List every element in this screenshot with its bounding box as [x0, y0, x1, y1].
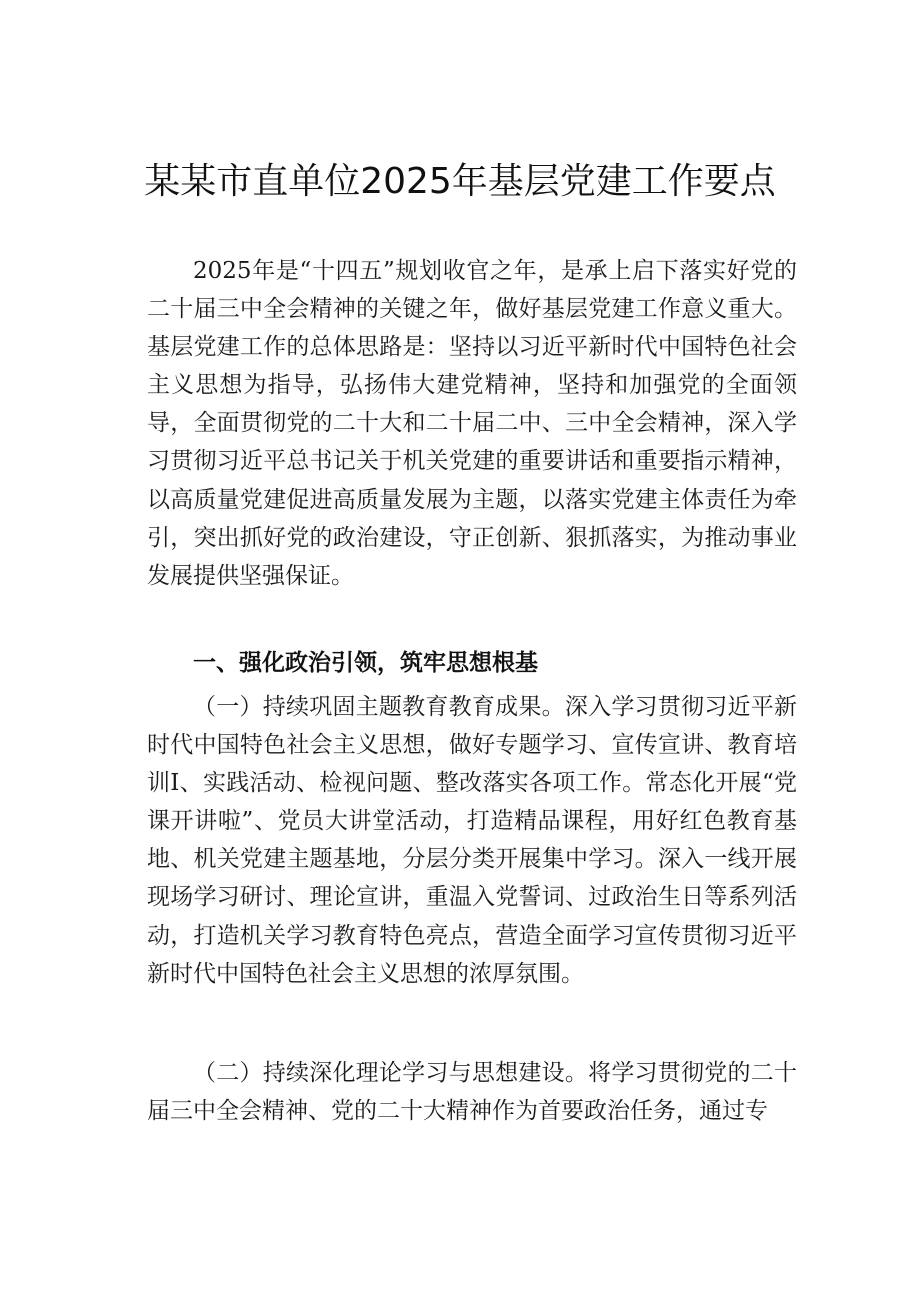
section-heading: 一、强化政治引领，筑牢思想根基 — [193, 650, 538, 676]
paragraph-item-1: （一）持续巩固主题教育教育成果。深入学习贯彻习近平新时代中国特色社会主义思想，做好专题学习、宣传宣讲、教育培训I、实践活动、检视问题、整改落实各项工作。常态化开展“党课开讲啦”、党员大讲堂活动，打造精品课程，用好红色教育基地、机关党建主题基地，分层分类开展集中学习。深入一线开展现场学习研讨、理论宣讲，重温入党誓词、过政治生日等系列活动，打造机关学习教育特色亮点，营造全面学习宣传贯彻习近平新时代中国特色社会主义思想的浓厚氛围。 — [147, 694, 797, 987]
intro-paragraph: 2025年是“十四五”规划收官之年，是承上启下落实好党的二十届三中全会精神的关键之年，做好基层党建工作意义重大。基层党建工作的总体思路是：坚持以习近平新时代中国特色社会主义思想为指导，弘扬伟大建党精神，坚持和加强党的全面领导，全面贯彻党的二十大和二十届二中、三中全会精神，深入学习贯彻习近平总书记关于机关党建的重要讲话和重要指示精神，以高质量党建促进高质量发展为主题，以落实党建主体责任为牵引，突出抓好党的政治建设，守正创新、狠抓落实，为推动事业发展提供坚强保证。 — [147, 258, 797, 589]
document-title: 某某市直单位2025年基层党建工作要点 — [144, 161, 776, 202]
paragraph-item-2: （二）持续深化理论学习与思想建设。将学习贯彻党的二十届三中全会精神、党的二十大精神作为首要政治任务，通过专 — [147, 1060, 797, 1125]
